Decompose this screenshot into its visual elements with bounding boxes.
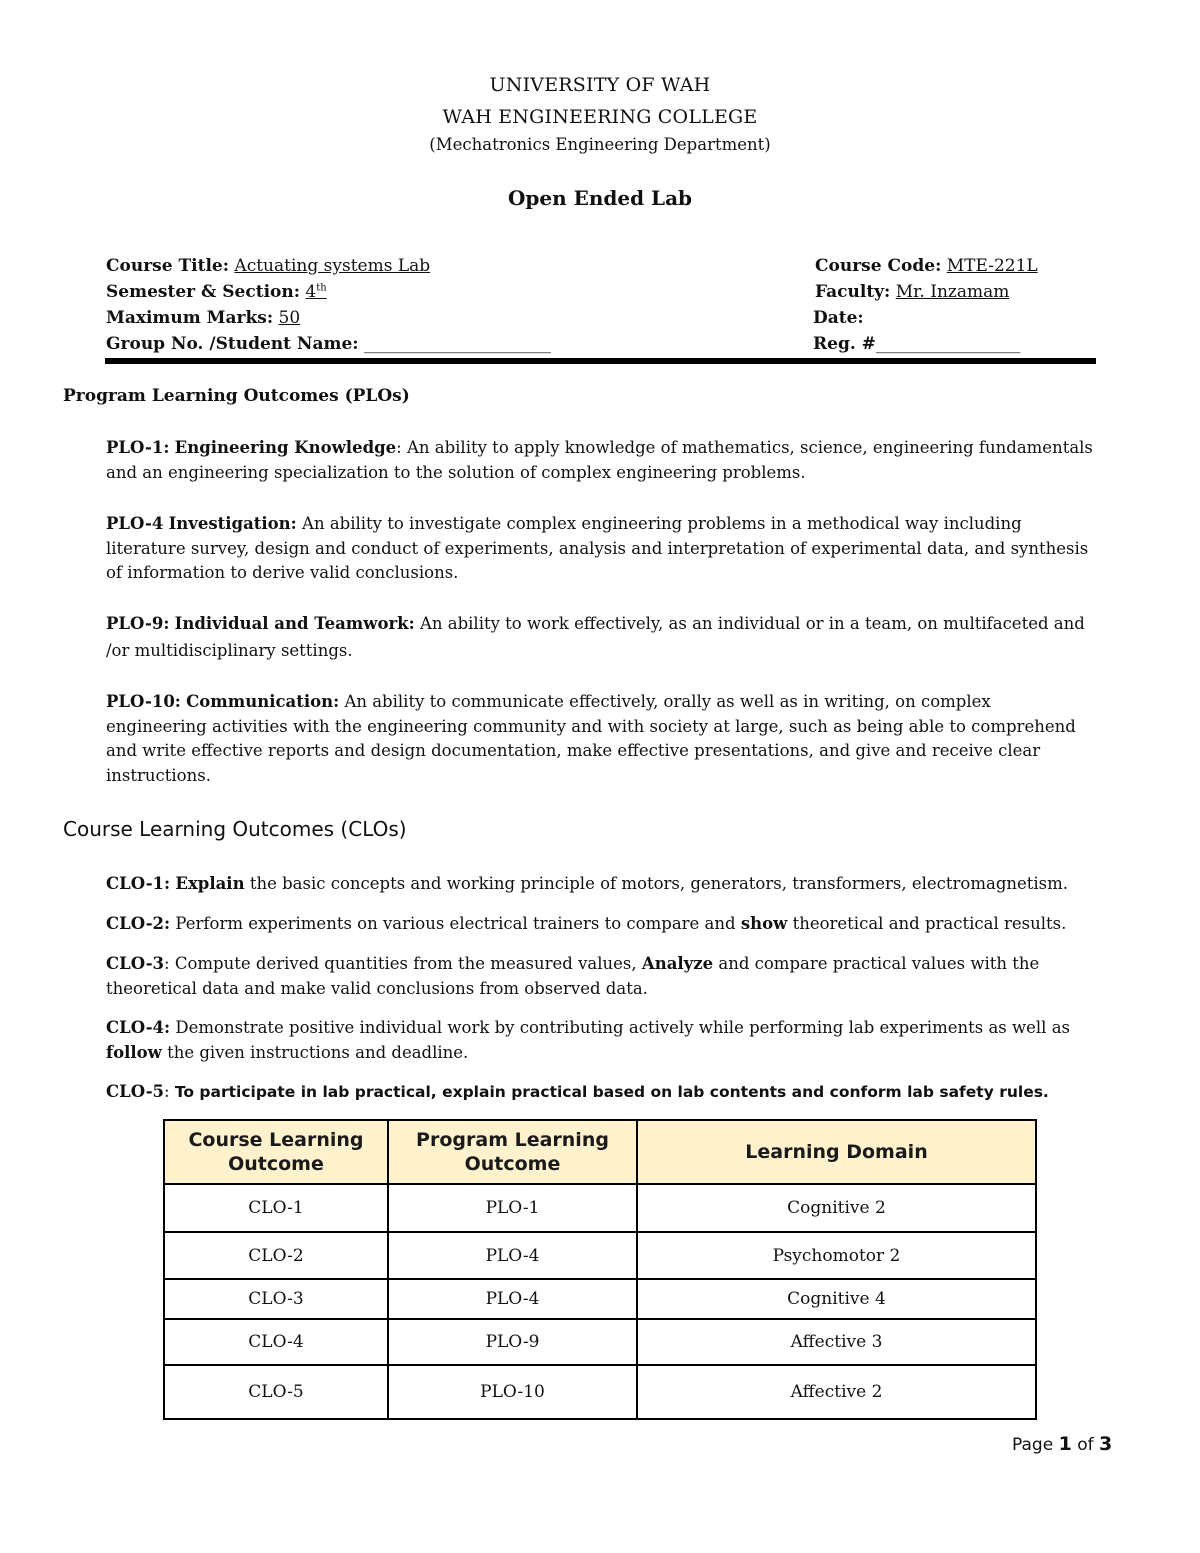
semester-label: Semester & Section: (106, 282, 301, 302)
reg-number-blank[interactable]: _________________ (875, 334, 1021, 354)
page-number: Page 1 of 3 (1012, 1433, 1113, 1455)
max-marks-row (106, 308, 300, 328)
date-label: Date: (813, 308, 864, 328)
course-code-row (815, 256, 1038, 276)
clo-plo-mapping-table (163, 1119, 1037, 1420)
table-row (164, 1279, 1036, 1319)
table-cell: PLO-1 (388, 1184, 637, 1232)
table-cell: PLO-4 (388, 1232, 637, 1279)
table-cell: Affective 3 (637, 1319, 1036, 1365)
table-row (164, 1184, 1036, 1232)
table-cell: PLO-4 (388, 1279, 637, 1319)
faculty-label: Faculty: (815, 282, 891, 302)
college-name: WAH ENGINEERING COLLEGE (442, 106, 758, 128)
clo-item: CLO-2: Perform experiments on various electrical trainers to compare and show theoretical and practical results. (106, 914, 1067, 933)
clo-item: CLO-3: Compute derived quantities from the measured values, Analyze and compare practical values with the theoretical data and make valid conclusions from observed data. (106, 954, 1040, 998)
table-row (164, 1232, 1036, 1279)
date-row (813, 308, 864, 328)
department-name: (Mechatronics Engineering Department) (429, 135, 771, 154)
header-divider (105, 358, 1096, 364)
faculty-row (815, 282, 1009, 302)
plo-heading: Program Learning Outcomes (PLOs) (63, 386, 410, 406)
clo-item: CLO-4: Demonstrate positive individual work by contributing actively while performing lab experiments as well as follow the given instructions and deadline. (106, 1018, 1070, 1062)
table-row (164, 1365, 1036, 1419)
table-cell: CLO-1 (164, 1184, 388, 1232)
document-title: Open Ended Lab (507, 186, 693, 210)
clo-item: CLO-1: Explain the basic concepts and working principle of motors, generators, transformers, electromagnetism. (106, 874, 1069, 893)
column-header: Course Learning Outcome (164, 1120, 388, 1184)
student-name-blank[interactable]: ______________________ (363, 334, 551, 354)
course-title-row (106, 256, 430, 276)
table-cell: PLO-9 (388, 1319, 637, 1365)
max-marks-value: 50 (278, 308, 301, 328)
table-cell: Cognitive 4 (637, 1279, 1036, 1319)
clo-item: CLO-5: To participate in lab practical, explain practical based on lab contents and conform lab safety rules. (106, 1082, 1049, 1101)
plo-item: PLO-4 Investigation: An ability to investigate complex engineering problems in a methodical way including literature survey, design and conduct of experiments, analysis and interpretation of experimental data, and synthesis of information to derive valid conclusions. (106, 514, 1089, 582)
group-row (106, 334, 551, 354)
faculty-value: Mr. Inzamam (895, 282, 1010, 302)
max-marks-label: Maximum Marks: (106, 308, 274, 328)
table-cell: Cognitive 2 (637, 1184, 1036, 1232)
table-cell: Psychomotor 2 (637, 1232, 1036, 1279)
column-header: Learning Domain (637, 1120, 1036, 1184)
table-cell: CLO-3 (164, 1279, 388, 1319)
reg-row (813, 334, 1020, 354)
course-code-label: Course Code: (815, 256, 942, 276)
course-title-label: Course Title: (106, 256, 230, 276)
semester-row (106, 282, 327, 302)
table-row (164, 1319, 1036, 1365)
semester-value: 4th (305, 282, 327, 302)
table-cell: CLO-2 (164, 1232, 388, 1279)
course-title-value: Actuating systems Lab (234, 256, 431, 276)
plo-item: PLO-1: Engineering Knowledge: An ability to apply knowledge of mathematics, science, engineering fundamentals and an engineering specialization to the solution of complex engineering problems. (106, 438, 1093, 482)
table-cell: Affective 2 (637, 1365, 1036, 1419)
table-cell: CLO-5 (164, 1365, 388, 1419)
table-cell: CLO-4 (164, 1319, 388, 1365)
group-label: Group No. /Student Name: (106, 334, 359, 354)
clo-heading: Course Learning Outcomes (CLOs) (63, 817, 407, 841)
course-code-value: MTE-221L (946, 256, 1038, 276)
table-cell: PLO-10 (388, 1365, 637, 1419)
plo-item: PLO-10: Communication: An ability to communicate effectively, orally as well as in writing, on complex engineering activities with the engineering community and with society at large, such as being able to comprehend and write effective reports and design documentation, make effective presentations, and give and receive clear instructions. (106, 692, 1076, 785)
column-header: Program Learning Outcome (388, 1120, 637, 1184)
table-header-row (164, 1120, 1036, 1184)
plo-item: PLO-9: Individual and Teamwork: An ability to work effectively, as an individual or in a team, on multifaceted and /or multidisciplinary settings. (106, 614, 1085, 660)
reg-label: Reg. # (813, 334, 876, 354)
university-name: UNIVERSITY OF WAH (489, 74, 711, 96)
